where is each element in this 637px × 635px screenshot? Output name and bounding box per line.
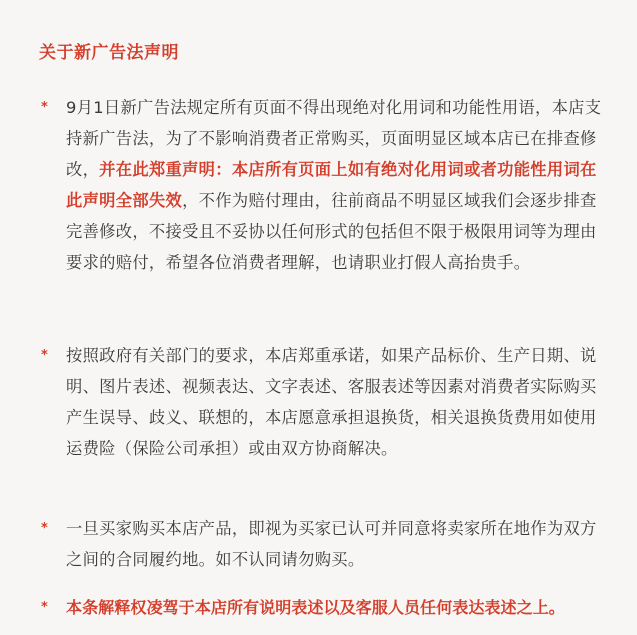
bullet-star-icon: * [41,600,48,615]
statement-paragraph: 一旦买家购买本店产品，即视为买家已认可并同意将卖家所在地作为双方之间的合同履约地。如不认同请勿购买。 [66,519,597,569]
statement-paragraph [66,92,611,278]
statement-text-before: 9月1日新广告法规定所有页面不得出现绝对化用词和功能性用语，本店支持新广告法，为了不影响消费者正常购买，页面明显区域本店已在排查修改， [66,98,602,179]
statement-text-after: ，不作为赔付理由，往前商品不明显区域我们会逐步排查完善修改，不接受且不妥协以任何形式的包括但不限于极限用词等为理由要求的赔付，希望各位消费者理解，也请职业打假人高抬贵手。 [66,191,597,272]
statement-emphasis: 并在此郑重声明：本店所有页面上如有绝对化用词或者功能性用词在此声明全部失效 [66,160,597,210]
statement-paragraph: 按照政府有关部门的要求，本店郑重承诺，如果产品标价、生产日期、说明、图片表述、视频表达、文字表述、客服表述等因素对消费者实际购买产生误导、歧义、联想的，本店愿意承担退换货，相关退换货费用如使用运费险（保险公司承担）或由双方协商解决。 [66,346,597,458]
bullet-star-icon: * [41,348,48,363]
page-title: 关于新广告法声明 [39,43,179,63]
bullet-star-icon: * [41,521,48,536]
bullet-star-icon: * [41,100,48,115]
statement-paragraph-final: 本条解释权凌驾于本店所有说明表述以及客服人员任何表达表述之上。 [66,598,565,617]
